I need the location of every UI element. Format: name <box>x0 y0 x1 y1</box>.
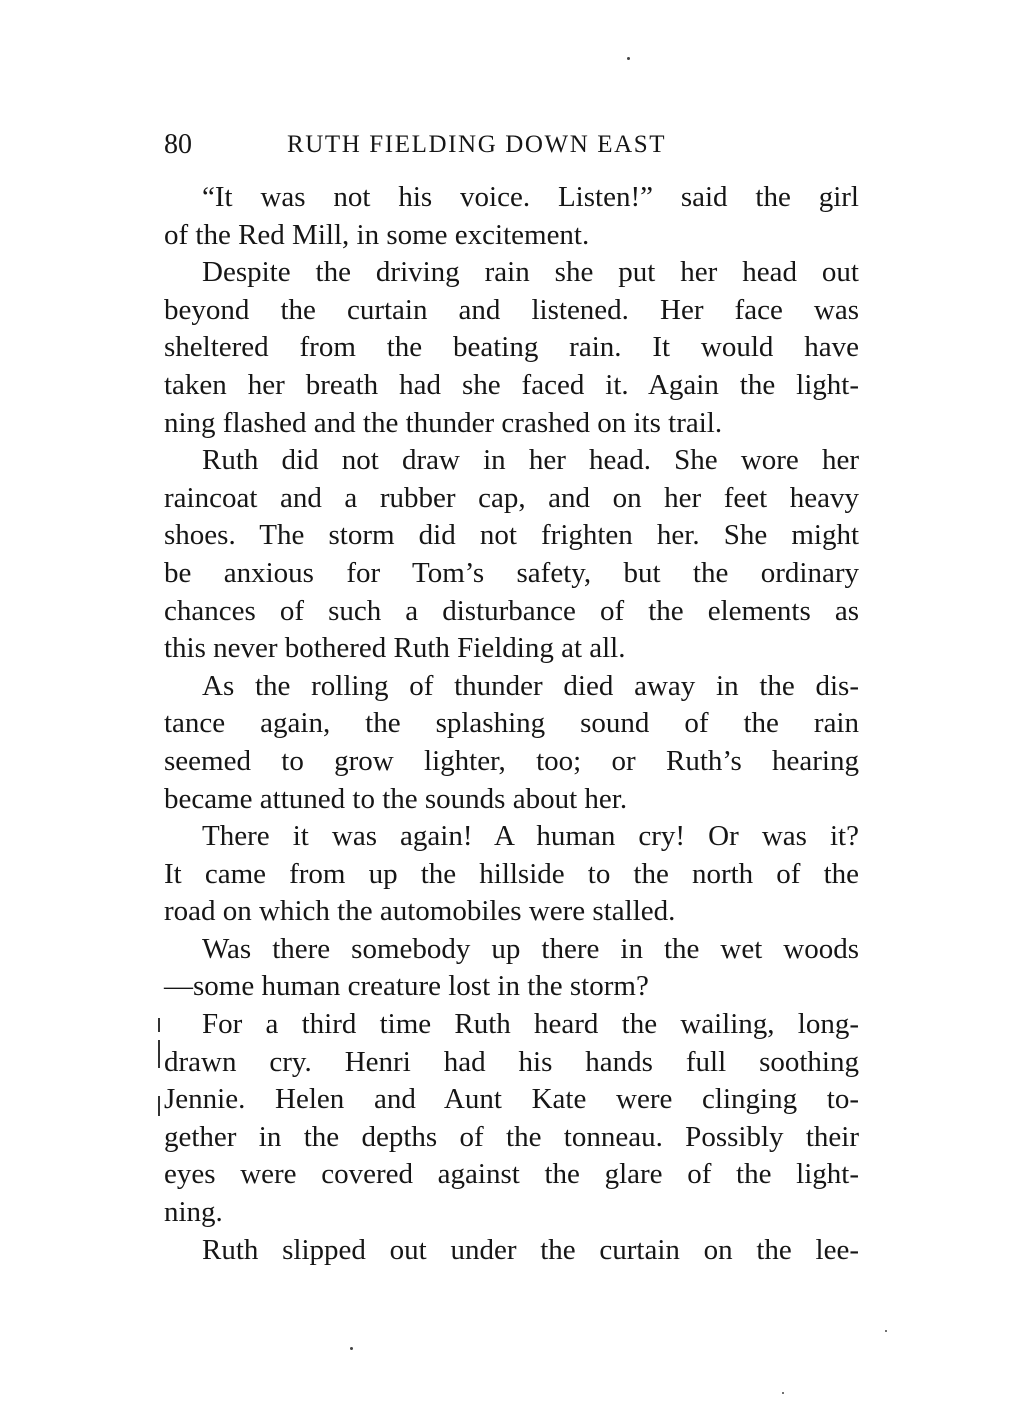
text-line: of the Red Mill, in some excitement. <box>164 218 590 251</box>
text-line: this never bothered Ruth Fielding at all. <box>164 632 626 665</box>
text-line: became attuned to the sounds about her. <box>164 782 628 815</box>
text-line: tance again, the splashing sound of the rain <box>164 707 859 740</box>
text-line: gether in the depths of the tonneau. Possibly their <box>164 1120 859 1153</box>
text-line: Was there somebody up there in the wet woods <box>202 932 859 965</box>
text-line: Ruth slipped out under the curtain on the lee- <box>202 1233 859 1266</box>
text-line: raincoat and a rubber cap, and on her feet heavy <box>164 481 859 514</box>
text-line: There it was again! A human cry! Or was it? <box>202 820 859 853</box>
scan-speck <box>627 57 630 60</box>
scan-speck <box>350 1347 353 1350</box>
text-line: eyes were covered against the glare of the light- <box>164 1158 859 1191</box>
text-line: “It was not his voice. Listen!” said the girl <box>202 181 859 213</box>
text-line: It came from up the hillside to the north of the <box>164 857 859 890</box>
scan-mark <box>158 1040 160 1068</box>
text-line: As the rolling of thunder died away in the dis- <box>202 669 859 702</box>
text-line: Jennie. Helen and Aunt Kate were clinging to- <box>164 1083 859 1116</box>
scan-speck <box>885 1330 887 1332</box>
text-line: —some human creature lost in the storm? <box>164 970 649 1003</box>
text-line: ning flashed and the thunder crashed on its trail. <box>164 406 723 439</box>
text-line: road on which the automobiles were stalled. <box>164 895 676 928</box>
text-line: shoes. The storm did not frighten her. She might <box>164 519 859 552</box>
scan-mark <box>158 1018 160 1032</box>
page-header <box>164 126 859 164</box>
text-line: beyond the curtain and listened. Her face was <box>164 293 859 326</box>
text-line: be anxious for Tom’s safety, but the ordinary <box>164 556 859 589</box>
text-line: ning. <box>164 1196 223 1229</box>
running-title: RUTH FIELDING DOWN EAST <box>287 131 667 158</box>
scan-mark <box>158 1096 160 1116</box>
text-line: chances of such a disturbance of the elements as <box>164 594 859 627</box>
text-line: drawn cry. Henri had his hands full soothing <box>164 1045 859 1078</box>
text-line: Ruth did not draw in her head. She wore her <box>202 444 859 477</box>
text-line: taken her breath had she faced it. Again the light- <box>164 368 859 401</box>
text-line: For a third time Ruth heard the wailing, long- <box>202 1008 859 1041</box>
page-number: 80 <box>164 129 192 160</box>
text-line: seemed to grow lighter, too; or Ruth’s hearing <box>164 744 859 777</box>
text-line: sheltered from the beating rain. It would have <box>164 331 859 364</box>
body-text <box>164 179 859 1269</box>
text-line: Despite the driving rain she put her head out <box>202 256 859 289</box>
scan-speck <box>782 1392 784 1394</box>
